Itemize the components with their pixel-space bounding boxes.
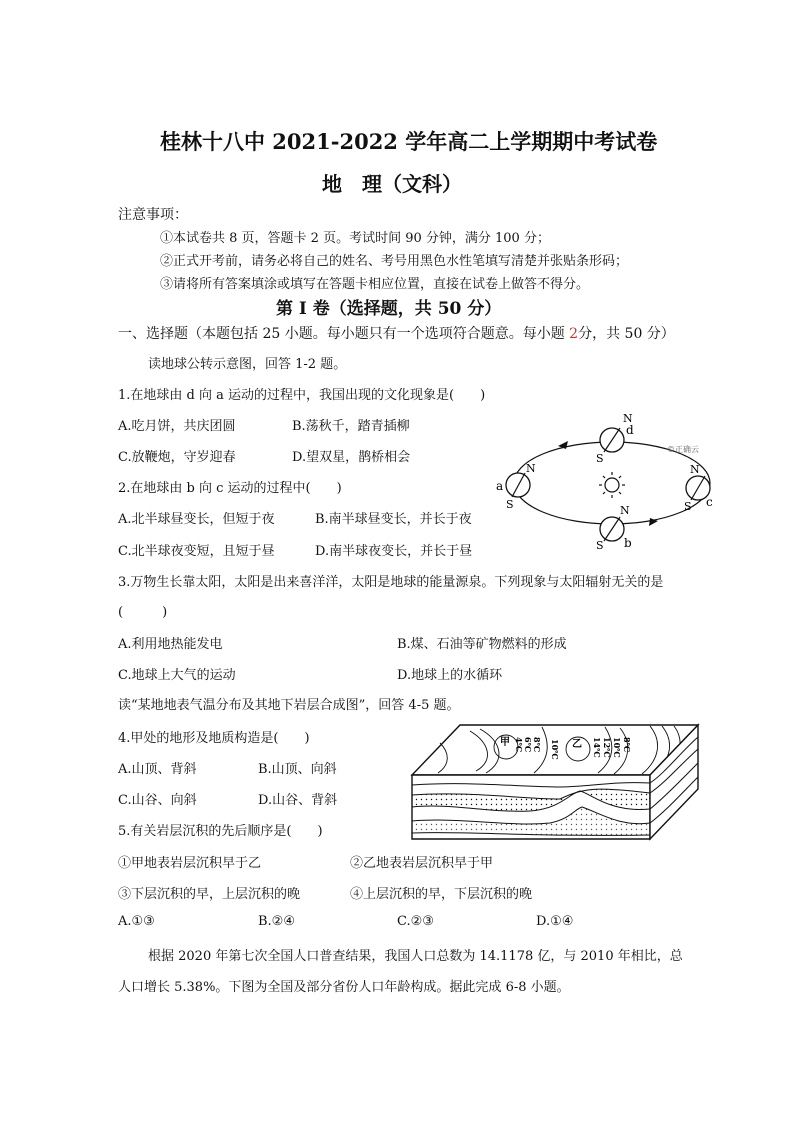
q5-stem: 5.有关岩层沉积的先后顺序是( ) [118,824,323,839]
group2-lead: 读“某地地表气温分布及其地下岩层合成图”，回答 4-5 题。 [118,698,460,713]
geologic-block-diagram [410,723,700,843]
section-title: 第 I 卷（选择题，共 50 分） [276,299,502,319]
temp-label-7: 10℃ [612,737,622,758]
q3-option-c: C.地球上大气的运动 [118,668,236,683]
q1-option-b: B.荡秋千，踏青插柳 [292,419,410,434]
orbit-label-b: b [624,536,632,550]
q3-option-a: A.利用地热能发电 [118,637,223,652]
notice-item-2: ②正式开考前，请务必将自己的姓名、考号用黑色水性笔填写清楚并张贴条形码； [160,254,629,269]
group1-lead: 读地球公转示意图，回答 1-2 题。 [148,357,347,372]
orbit-label-n-d: N [623,412,633,425]
q5-option-2: ②乙地表岩层沉积早于甲 [350,856,494,871]
q2-stem: 2.在地球由 b 向 c 运动的过程中( ) [118,481,342,496]
q5-option-4: ④上层沉积的早，下层沉积的晚 [350,887,533,902]
temp-label-6: 12℃ [602,737,612,758]
q5-answer-b: B.②④ [258,914,295,929]
instr-prefix: 一、选择题（本题包括 25 小题。每小题只有一个选项符合题意。每小题 [118,326,570,342]
q1-option-c: C.放鞭炮，守岁迎春 [118,450,236,465]
temp-label-5: 14℃ [592,737,602,758]
orbit-label-n-a: N [526,462,536,475]
q2-option-b: B.南半球昼变长，并长于夜 [315,512,472,527]
earth-orbit-diagram [492,410,722,550]
instr-points: 2 [569,326,579,342]
q3-paren: ( ) [118,605,168,620]
q1-option-a: A.吃月饼，共庆团圆 [118,419,236,434]
q3-stem: 3.万物生长靠太阳，太阳是出来喜洋洋，太阳是地球的能量源泉。下列现象与太阳辐射无关的是 [118,575,664,590]
q1-option-d: D.望双星，鹊桥相会 [292,450,411,465]
q5-answer-c: C.②③ [397,914,434,929]
q5-answer-d: D.①④ [536,914,574,929]
orbit-label-n-c: N [690,463,700,476]
notice-item-3: ③请将所有答案填涂或填写在答题卡相应位置，直接在试卷上做答不得分。 [160,277,590,292]
earth-position-b [596,504,632,550]
sun-icon [599,472,625,498]
q4-option-b: B.山顶、向斜 [258,762,337,777]
q4-option-c: C.山谷、向斜 [118,793,197,808]
notice-heading: 注意事项： [118,207,188,223]
exam-title: 桂林十八中 2021-2022 学年高二上学期期中考试卷 [160,129,658,154]
q4-option-a: A.山顶、背斜 [118,762,197,777]
group3-line-2: 人口增长 5.38%。下图为全国及部分省份人口年龄构成。据此完成 6-8 小题。 [118,980,570,995]
orbit-label-s-c: S [684,500,692,513]
orbit-label-c: c [706,495,713,509]
q3-option-b: B.煤、石油等矿物燃料的形成 [397,637,567,652]
earth-position-c [684,463,713,513]
q4-option-d: D.山谷、背斜 [258,793,338,808]
orbit-label-s-d: S [596,452,604,465]
earth-position-a [496,462,536,511]
q2-option-a: A.北半球昼变长，但短于夜 [118,512,275,527]
orbit-label-n-b: N [620,504,630,517]
q5-option-3: ③下层沉积的早，上层沉积的晚 [118,887,301,902]
instr-suffix: 分，共 50 分） [578,326,675,342]
orbit-label-s-a: S [506,498,514,511]
temp-label-1: 4℃ [514,737,524,753]
label-jia: 甲 [500,737,510,748]
exam-subject: 地 理（文科） [322,172,462,196]
group3-line-1: 根据 2020 年第七次全国人口普查结果，我国人口总数为 14.1178 亿，与 2010 年相比，总 [148,949,683,964]
orbit-label-d: d [626,423,634,437]
section-instructions [118,323,675,343]
q2-option-d: D.南半球夜变长，并长于昼 [315,544,473,559]
q1-stem: 1.在地球由 d 向 a 运动的过程中，我国出现的文化现象是( ) [118,388,486,403]
temp-label-2: 6℃ [523,737,533,753]
temp-label-3: 8℃ [532,737,542,753]
watermark: ©正确云 [667,445,699,454]
q5-option-1: ①甲地表岩层沉积早于乙 [118,856,262,871]
q4-stem: 4.甲处的地形及地质构造是( ) [118,731,310,746]
label-yi: 乙 [572,739,582,750]
notice-item-1: ①本试卷共 8 页，答题卡 2 页。考试时间 90 分钟，满分 100 分； [160,231,550,246]
temp-label-4: 10℃ [550,739,560,760]
q2-option-c: C.北半球夜变短，且短于昼 [118,544,275,559]
q5-answer-a: A.①③ [118,914,155,929]
temp-label-8: 8℃ [622,737,632,753]
q3-option-d: D.地球上的水循环 [397,668,503,683]
orbit-label-s-b: S [596,539,604,550]
orbit-label-a: a [496,479,504,493]
earth-position-d [596,412,634,465]
